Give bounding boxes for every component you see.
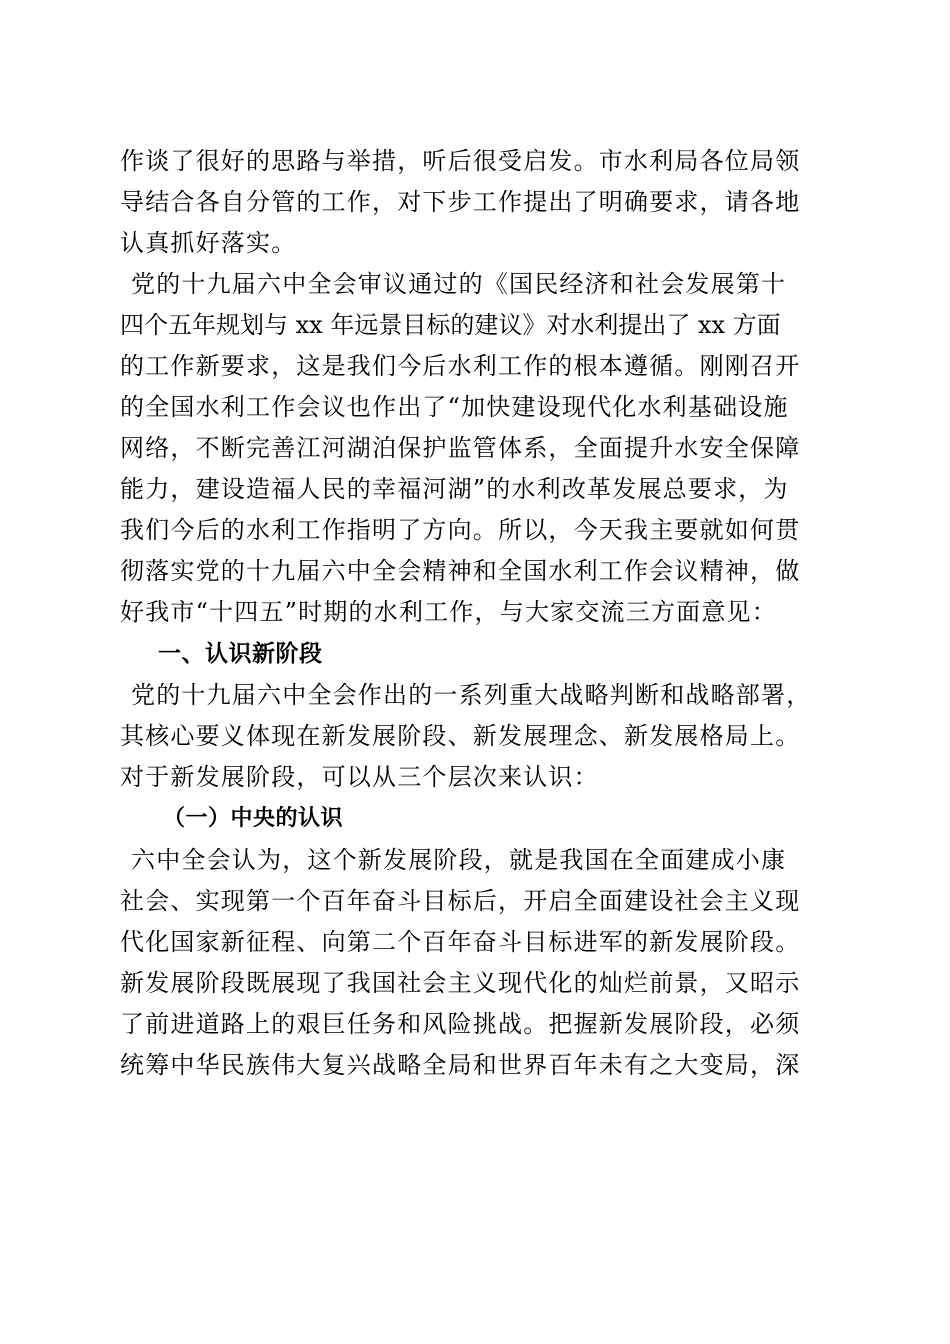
paragraph-central <box>120 840 830 1086</box>
text-line: 彻落实党的十九届六中全会精神和全国水利工作会议精神，做 <box>120 557 801 585</box>
text-line: 其核心要义体现在新发展阶段、新发展理念、新发展格局上。 <box>120 722 801 750</box>
text-line: 四个五年规划与 xx 年远景目标的建议》对水利提出了 xx 方面 <box>120 311 781 339</box>
subsection-heading: （一）中央的认识 <box>163 806 344 831</box>
text-line: 我们今后的水利工作指明了方向。所以，今天我主要就如何贯 <box>120 516 801 544</box>
paragraph-guidance <box>120 264 830 633</box>
text-line: 的工作新要求，这是我们今后水利工作的根本遵循。刚刚召开 <box>120 352 801 380</box>
text-line: 网络，不断完善江河湖泊保护监管体系，全面提升水安全保障 <box>120 434 801 462</box>
paragraph-stage <box>120 675 830 798</box>
text-line: 统筹中华民族伟大复兴战略全局和世界百年未有之大变局，深 <box>120 1051 801 1079</box>
text-line: 的全国水利工作会议也作出了“加快建设现代化水利基础设施 <box>120 393 789 421</box>
text-line: 社会、实现第一个百年奋斗目标后，开启全面建设社会主义现 <box>120 887 801 915</box>
section-heading: 一、认识新阶段 <box>158 641 323 667</box>
text-line: 导结合各自分管的工作，对下步工作提出了明确要求，请各地 <box>120 188 801 216</box>
text-line: 作谈了很好的思路与举措，听后很受启发。市水利局各位局领 <box>120 147 801 175</box>
text-line: 代化国家新征程、向第二个百年奋斗目标进军的新发展阶段。 <box>120 928 801 956</box>
text-line: 认真抓好落实。 <box>120 229 297 257</box>
text-line: 能力，建设造福人民的幸福河湖”的水利改革发展总要求，为 <box>120 475 789 503</box>
text-line: 六中全会认为，这个新发展阶段，就是我国在全面建成小康 <box>131 846 787 874</box>
text-line: 党的十九届六中全会审议通过的《国民经济和社会发展第十 <box>131 270 787 298</box>
paragraph-intro <box>120 141 830 264</box>
text-line: 新发展阶段既展现了我国社会主义现代化的灿烂前景，又昭示 <box>120 969 801 997</box>
text-line: 好我市“十四五”时期的水利工作，与大家交流三方面意见： <box>120 598 777 626</box>
text-line: 了前进道路上的艰巨任务和风险挑战。把握新发展阶段，必须 <box>120 1010 801 1038</box>
text-line: 党的十九届六中全会作出的一系列重大战略判断和战略部署， <box>131 681 812 709</box>
document-body <box>120 141 830 1086</box>
text-line: 对于新发展阶段，可以从三个层次来认识： <box>120 763 599 791</box>
